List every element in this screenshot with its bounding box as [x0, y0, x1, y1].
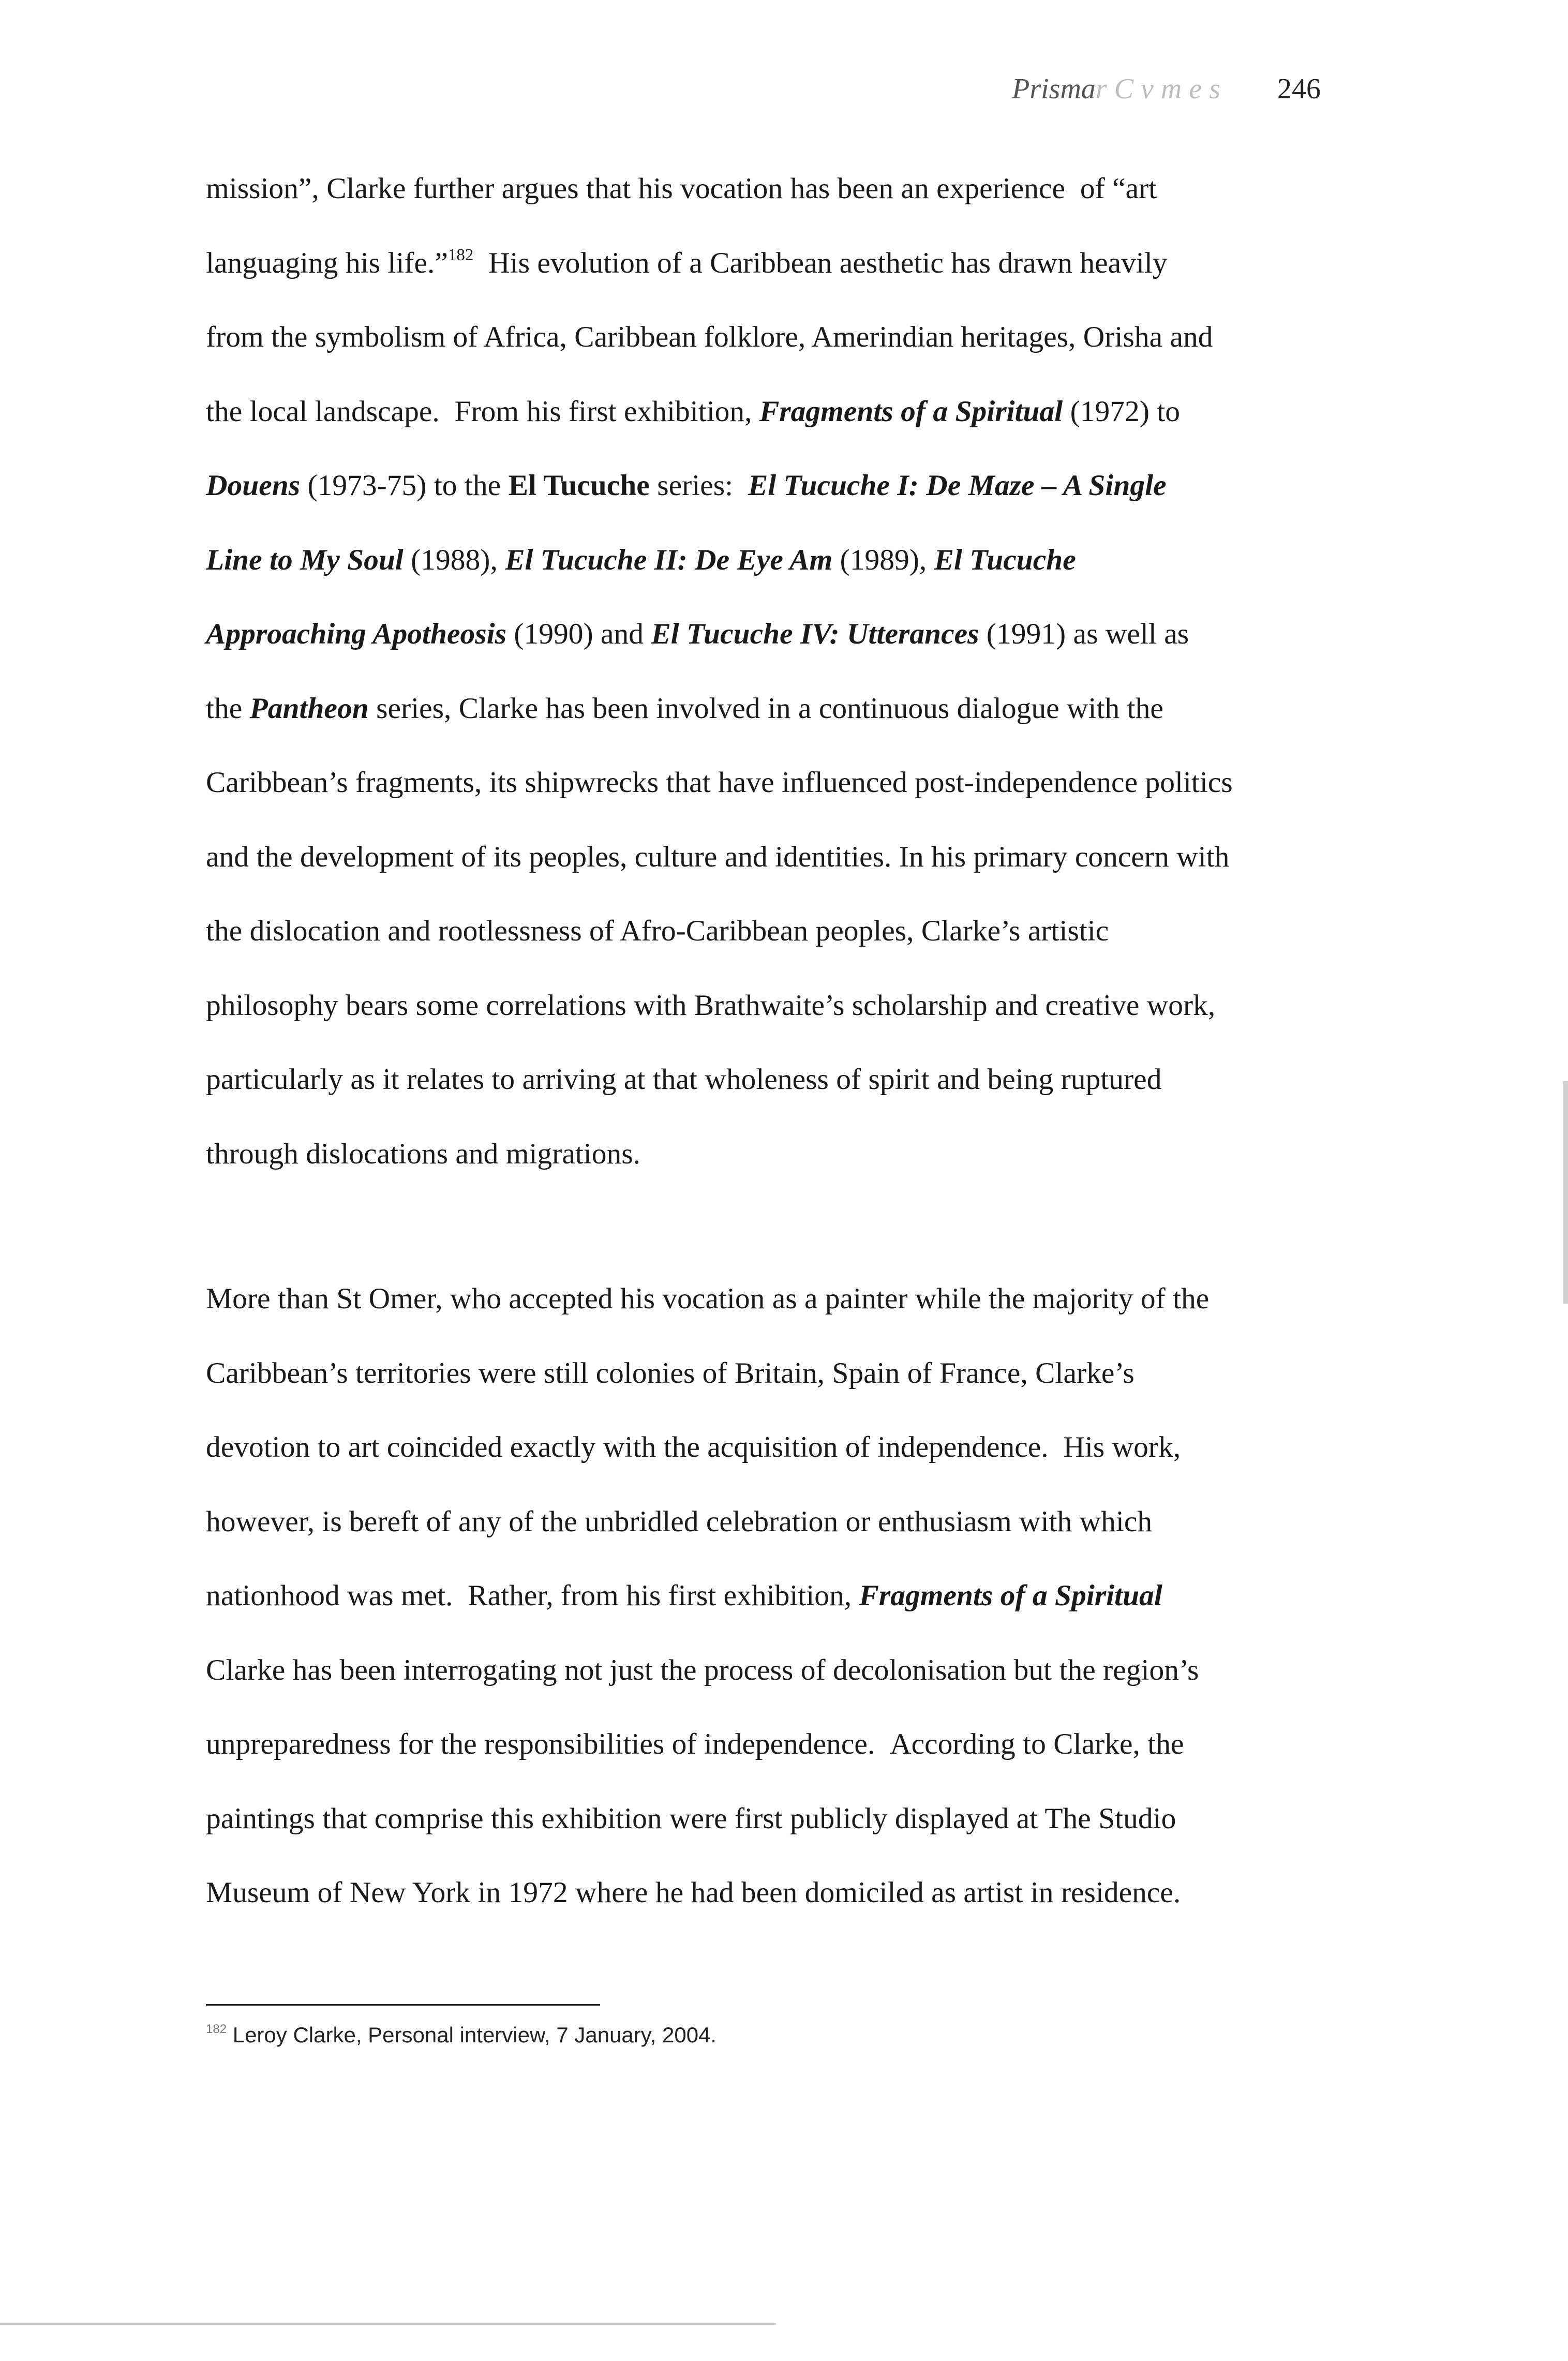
artwork-title: Fragments of a Spiritual — [759, 395, 1063, 428]
footnote — [206, 2020, 716, 2051]
text-line: Douens (1973-75) to the El Tucuche series: El Tucuche I: De Maze – A Single — [206, 469, 1167, 502]
text-line: and the development of its peoples, culture and identities. In his primary concern with — [206, 840, 1230, 873]
artwork-title: Pantheon — [249, 692, 369, 725]
text-line: the local landscape. From his first exhibition, Fragments of a Spiritual (1972) to — [206, 395, 1181, 428]
text-line: unpreparedness for the responsibilities of independence. According to Clarke, the — [206, 1728, 1184, 1760]
running-header — [1012, 72, 1321, 106]
text-line: Caribbean’s territories were still colonies of Britain, Spain of France, Clarke’s — [206, 1356, 1134, 1389]
text-line: the dislocation and rootlessness of Afro-Caribbean peoples, Clarke’s artistic — [206, 915, 1109, 947]
artwork-title: Approaching Apotheosis — [206, 618, 506, 650]
series-name: El Tucuche — [508, 469, 650, 502]
text-line: languaging his life.”$^{182}$ His evolution of a Caribbean aesthetic has drawn heavily — [206, 245, 1168, 279]
text-line: Approaching Apotheosis (1990) and El Tucuche IV: Utterances (1991) as well as — [206, 618, 1189, 650]
text-line: the Pantheon series, Clarke has been involved in a continuous dialogue with the — [206, 692, 1163, 725]
artwork-title: El Tucuche I: De Maze – A Single — [748, 469, 1167, 502]
artwork-title: Fragments of a Spiritual — [859, 1579, 1162, 1612]
artwork-title: Douens — [206, 469, 301, 502]
text-line: philosophy bears some correlations with Brathwaite’s scholarship and creative work, — [206, 989, 1216, 1022]
text-line: particularly as it relates to arriving at that wholeness of spirit and being ruptured — [206, 1063, 1162, 1096]
body-paragraph-2 — [206, 1262, 1318, 1930]
text-line: paintings that comprise this exhibition were first publicly displayed at The Studio — [206, 1802, 1176, 1835]
running-title: Prismar C v m e s — [1012, 73, 1220, 105]
text-line: mission”, Clarke further argues that his vocation has been an experience of “art — [206, 172, 1157, 205]
text-line: from the symbolism of Africa, Caribbean folklore, Amerindian heritages, Orisha and — [206, 321, 1213, 353]
scan-edge-mark — [1563, 1081, 1568, 1304]
artwork-title: El Tucuche II: De Eye Am — [505, 543, 833, 576]
page-number: 246 — [1277, 73, 1321, 105]
text-line: More than St Omer, who accepted his vocation as a painter while the majority of the — [206, 1282, 1209, 1315]
text-line: devotion to art coincided exactly with the acquisition of independence. His work, — [206, 1431, 1181, 1463]
footnote-reference: 182 — [447, 245, 474, 264]
artwork-title: Line to My Soul — [206, 543, 404, 576]
footnote-divider — [206, 2004, 600, 2006]
text-line: nationhood was met. Rather, from his first exhibition, Fragments of a Spiritual — [206, 1579, 1162, 1612]
scan-edge-line — [0, 2323, 776, 2325]
text-line: Clarke has been interrogating not just the process of decolonisation but the region’s — [206, 1653, 1199, 1686]
running-title-faded: r C v m e s — [1095, 73, 1220, 105]
footnote-text: Leroy Clarke, Personal interview, 7 January, 2004. — [227, 2023, 717, 2047]
text-line: however, is bereft of any of the unbridled celebration or enthusiasm with which — [206, 1505, 1153, 1538]
artwork-title: El Tucuche IV: Utterances — [651, 618, 979, 650]
footnote-number: 182 — [206, 2022, 227, 2036]
body-paragraph-1 — [206, 152, 1318, 1191]
text-line: Line to My Soul (1988), El Tucuche II: De Eye Am (1989), El Tucuche — [206, 543, 1076, 576]
text-line: Caribbean’s fragments, its shipwrecks that have influenced post-independence politics — [206, 766, 1233, 799]
artwork-title: El Tucuche — [934, 543, 1076, 576]
text-line: through dislocations and migrations. — [206, 1137, 641, 1170]
text-line: Museum of New York in 1972 where he had been domiciled as artist in residence. — [206, 1876, 1181, 1909]
